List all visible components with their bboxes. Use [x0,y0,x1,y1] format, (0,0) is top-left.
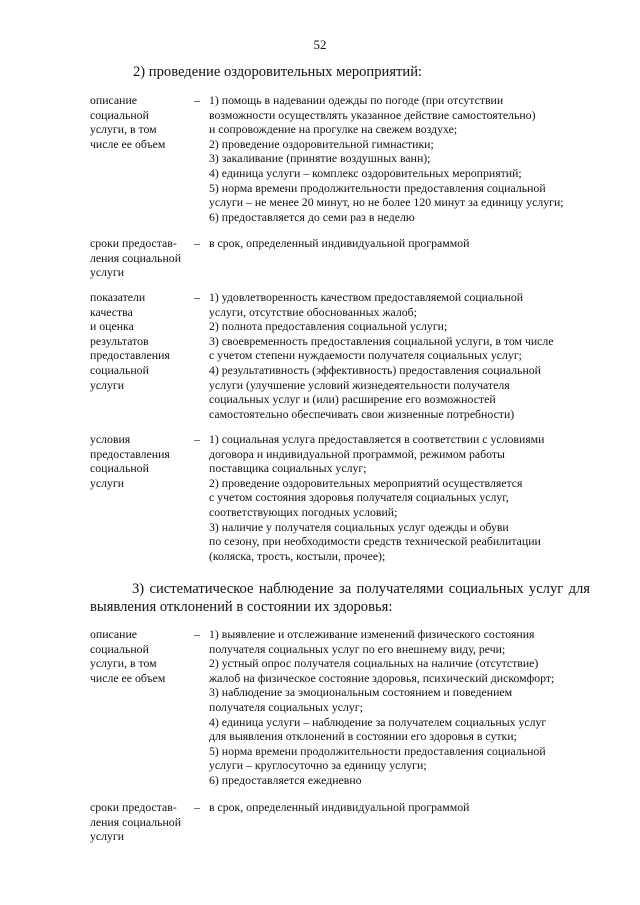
row-content-line: получателя социальных услуг; [209,699,363,714]
row-content [209,627,609,788]
row-content-line: 4) единица услуги – комплекс оздоровительных мероприятий; [209,165,522,180]
row-label-line: описание [90,93,138,107]
row-content [209,236,609,251]
row-label-line: услуги, в том [90,656,157,671]
row-label-line: числе ее объем [90,136,166,151]
row-content-line: услуги – круглосуточно за единицу услуги; [209,758,427,773]
row-content-line: с учетом состояния здоровья получателя социальных услуг, [209,490,509,505]
row-label-line: и оценка [90,319,134,334]
row-label [90,432,190,490]
row-label-line: качества [90,304,133,319]
row-label-line: описание [90,627,138,641]
row-label-line: условия [90,432,131,446]
section-3-heading [90,580,590,616]
row-label-line: ления социальной [90,814,182,829]
row-content-line: договора и индивидуальной программой, режимом работы [209,446,505,461]
row-label [90,290,190,392]
row-label-line: услуги [90,475,125,490]
row-label-line: предоставления [90,348,170,363]
row-label-line: социальной [90,107,149,122]
row-content-line: 3) наличие у получателя социальных услуг одежды и обуви [209,519,509,534]
row-content-line: получателя социальных услуг по его внешнему виду, речи; [209,641,506,656]
row-content-line: 1) удовлетворенность качеством предоставляемой социальной [209,290,524,304]
row-content-line: 6) предоставляется ежедневно [209,772,362,787]
row-label [90,627,190,685]
row-content-line: услуги, отсутствие обоснованных жалоб; [209,304,417,319]
row-content-line: 5) норма времени продолжительности предоставления социальной [209,743,546,758]
section-3-heading-line-1: 3) систематическое наблюдение за получателями социальных услуг для [132,581,590,597]
row-content-line: 1) помощь в надевании одежды по погоде (при отсутствии [209,93,504,107]
row-content [209,800,609,815]
section-3-heading-line-2: выявления отклонений в состоянии их здоровья: [90,599,393,615]
row-dash: – [194,627,200,641]
page-number: 52 [313,37,327,52]
row-content-line: жалоб на физическое состояние здоровья, психический дискомфорт; [209,670,555,685]
row-content-line: возможности осуществлять указанное действие самостоятельно) [209,107,536,122]
row-content-line: 2) проведение оздоровительной гимнастики; [209,136,434,151]
row-content-line: по сезону, при необходимости средств технической реабилитации [209,534,541,549]
row-label-line: услуги [90,377,125,392]
row-content-line: 2) проведение оздоровительных мероприятий осуществляется [209,475,523,490]
row-label-line: показатели [90,290,146,304]
row-content-line: 1) социальная услуга предоставляется в соответствии с условиями [209,432,545,446]
row-label-line: социальной [90,641,149,656]
row-label-line: социальной [90,461,149,476]
row-label-line: предоставления [90,446,170,461]
row-content-line: социальных услуг и (или) расширение его возможностей [209,392,496,407]
row-label [90,93,190,151]
row-label-line: социальной [90,362,149,377]
row-content-line: (коляска, трость, костыли, прочее); [209,548,386,563]
row-label-line: услуги [90,829,125,844]
row-content-line: поставщика социальных услуг; [209,461,367,476]
row-content [209,290,609,421]
row-dash: – [194,236,200,250]
row-dash: – [194,432,200,446]
row-content-line: 3) своевременность предоставления социальной услуги, в том числе [209,333,554,348]
row-content-line: 3) закаливание (принятие воздушных ванн); [209,151,431,166]
row-content-line: соответствующих погодных условий; [209,504,398,519]
row-dash: – [194,93,200,107]
row-label [90,800,190,844]
row-label-line: результатов [90,333,149,348]
row-content-line: 4) единица услуги – наблюдение за получателем социальных услуг [209,714,547,729]
row-label-line: услуги, в том [90,122,157,137]
row-content-line: 2) полнота предоставления социальной услуги; [209,319,448,334]
row-content-line: для выявления отклонений в состоянии его здоровья в сутки; [209,729,517,744]
row-label [90,236,190,280]
row-content [209,93,609,224]
row-label-line: числе ее объем [90,670,166,685]
row-label-line: услуги [90,265,125,280]
row-label-line: ления социальной [90,250,182,265]
row-content-line: и сопровождение на прогулке на свежем воздухе; [209,122,458,137]
row-content-line: услуги (улучшение условий жизнедеятельности получателя [209,377,510,392]
row-content-line: в срок, определенный индивидуальной программой [209,236,470,250]
row-content [209,432,609,563]
row-content-line: самостоятельно обеспечивать свои жизненные потребности) [209,406,515,421]
row-content-line: 2) устный опрос получателя социальных на наличие (отсутствие) [209,656,539,671]
row-content-line: услуги – не менее 20 минут, но не более 120 минут за единицу услуги; [209,195,564,210]
row-content-line: 3) наблюдение за эмоциональным состоянием и поведением [209,685,513,700]
row-dash: – [194,800,200,814]
row-dash: – [194,290,200,304]
row-content-line: 5) норма времени продолжительности предоставления социальной [209,180,546,195]
row-content-line: 6) предоставляется до семи раз в неделю [209,209,415,224]
row-content-line: в срок, определенный индивидуальной программой [209,800,470,814]
row-content-line: с учетом степени нуждаемости получателя социальных услуг; [209,348,522,363]
row-label-line: сроки предостав- [90,800,177,814]
row-content-line: 4) результативность (эффективность) предоставления социальной [209,362,541,377]
row-label-line: сроки предостав- [90,236,177,250]
section-2-heading: 2) проведение оздоровительных мероприятий: [133,64,423,80]
row-content-line: 1) выявление и отслеживание изменений физического состояния [209,627,535,641]
